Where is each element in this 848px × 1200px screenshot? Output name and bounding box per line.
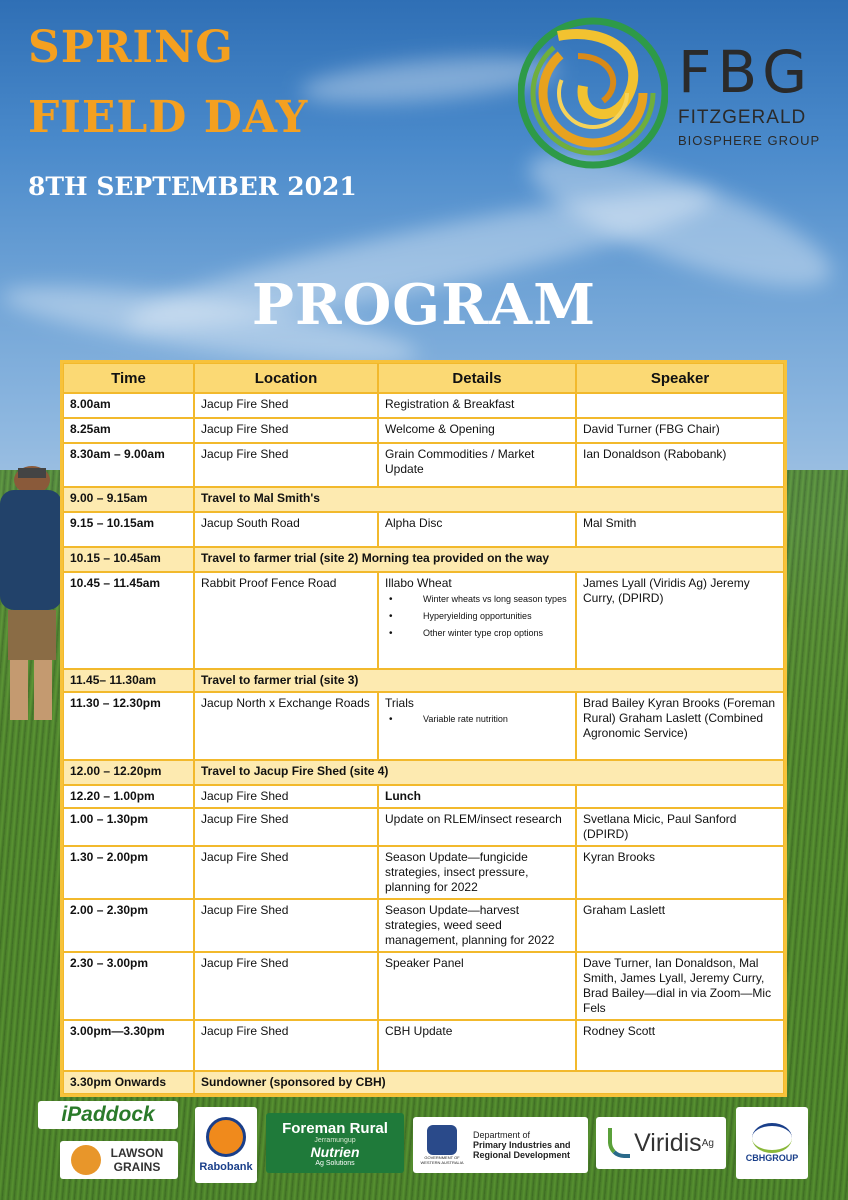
viridis-logo bbox=[596, 1117, 726, 1169]
row-location: Jacup Fire Shed bbox=[194, 952, 378, 1020]
cbh-text: CBHGROUP bbox=[745, 1153, 799, 1163]
table-row bbox=[63, 899, 784, 952]
sponsor-logos bbox=[0, 1095, 848, 1200]
row-time: 2.30 – 3.00pm bbox=[63, 952, 194, 1020]
row-speaker: Ian Donaldson (Rabobank) bbox=[576, 443, 784, 487]
rabobank-emblem-icon bbox=[206, 1117, 246, 1157]
row-location: Jacup Fire Shed bbox=[194, 1020, 378, 1071]
row-time: 10.45 – 11.45am bbox=[63, 572, 194, 669]
row-travel: Travel to farmer trial (site 2) Morning tea provided on the way bbox=[194, 547, 784, 572]
fbg-swirl-icon bbox=[518, 16, 668, 171]
row-location: Jacup North x Exchange Roads bbox=[194, 692, 378, 760]
row-details: CBH Update bbox=[378, 1020, 576, 1071]
row-time: 1.30 – 2.00pm bbox=[63, 846, 194, 899]
table-row-travel bbox=[63, 669, 784, 692]
ipaddock-text: iPaddock bbox=[61, 1103, 155, 1126]
row-speaker bbox=[576, 785, 784, 808]
table-row bbox=[63, 572, 784, 669]
row-time: 12.00 – 12.20pm bbox=[63, 760, 194, 785]
row-speaker: David Turner (FBG Chair) bbox=[576, 418, 784, 443]
row-time: 8.00am bbox=[63, 393, 194, 418]
row-location: Jacup Fire Shed bbox=[194, 393, 378, 418]
rabobank-logo bbox=[195, 1107, 257, 1183]
dpird-line3: Regional Development bbox=[473, 1150, 571, 1160]
table-row bbox=[63, 808, 784, 846]
row-location: Jacup Fire Shed bbox=[194, 846, 378, 899]
row-time: 3.00pm—3.30pm bbox=[63, 1020, 194, 1071]
row-travel: Sundowner (sponsored by CBH) bbox=[194, 1071, 784, 1094]
lawson-text: LAWSON GRAINS bbox=[110, 1146, 164, 1174]
bullet-item: • Variable rate nutrition bbox=[385, 713, 569, 726]
bullet-item: • Winter wheats vs long season types bbox=[385, 593, 569, 606]
foreman-sub-text: Jerramungup bbox=[314, 1136, 356, 1144]
column-header-location: Location bbox=[194, 363, 378, 393]
row-details: Illabo Wheat bbox=[385, 576, 452, 590]
row-location: Jacup Fire Shed bbox=[194, 443, 378, 487]
row-details: Grain Commodities / Market Update bbox=[378, 443, 576, 487]
program-table bbox=[60, 360, 787, 1097]
fbg-logo-line2: BIOSPHERE GROUP bbox=[678, 133, 821, 148]
row-travel: Travel to Mal Smith's bbox=[194, 487, 784, 512]
row-details: Alpha Disc bbox=[378, 512, 576, 547]
table-row bbox=[63, 785, 784, 808]
table-row bbox=[63, 846, 784, 899]
row-speaker: Rodney Scott bbox=[576, 1020, 784, 1071]
dpird-line2: Primary Industries and bbox=[473, 1140, 571, 1150]
wa-crest-logo bbox=[417, 1125, 467, 1165]
row-location: Jacup South Road bbox=[194, 512, 378, 547]
row-travel: Travel to Jacup Fire Shed (site 4) bbox=[194, 760, 784, 785]
nutrien-text: Nutrien bbox=[310, 1143, 360, 1160]
viridis-sup: Ag bbox=[701, 1137, 714, 1149]
dpird-logo bbox=[413, 1117, 588, 1173]
row-details: Trials bbox=[385, 696, 414, 710]
row-time: 11.30 – 12.30pm bbox=[63, 692, 194, 760]
row-details: Registration & Breakfast bbox=[378, 393, 576, 418]
row-time: 3.30pm Onwards bbox=[63, 1071, 194, 1094]
program-heading: PROGRAM bbox=[251, 272, 597, 338]
event-title-line2: FIELD DAY bbox=[28, 92, 309, 143]
row-location: Jacup Fire Shed bbox=[194, 418, 378, 443]
table-row-travel bbox=[63, 547, 784, 572]
table-row bbox=[63, 393, 784, 418]
row-location: Jacup Fire Shed bbox=[194, 808, 378, 846]
wa-crest-icon bbox=[427, 1125, 457, 1155]
fbg-logo-text: FBG bbox=[678, 38, 814, 106]
lawson-wheat-icon bbox=[71, 1145, 101, 1175]
fbg-logo-line1: FITZGERALD bbox=[678, 107, 807, 128]
row-speaker: Svetlana Micic, Paul Sanford (DPIRD) bbox=[576, 808, 784, 846]
cbh-emblem-icon bbox=[752, 1123, 792, 1153]
ipaddock-logo bbox=[38, 1101, 178, 1129]
farmer-photo bbox=[0, 460, 62, 730]
event-title-line1: SPRING bbox=[28, 22, 234, 73]
row-time: 12.20 – 1.00pm bbox=[63, 785, 194, 808]
table-row bbox=[63, 692, 784, 760]
table-row-travel bbox=[63, 1071, 784, 1094]
viridis-leaf-icon bbox=[608, 1128, 630, 1158]
bullet-item: • Other winter type crop options bbox=[385, 627, 569, 640]
viridis-text: Viridis bbox=[634, 1128, 702, 1157]
row-location: Jacup Fire Shed bbox=[194, 899, 378, 952]
row-location: Jacup Fire Shed bbox=[194, 785, 378, 808]
row-location: Rabbit Proof Fence Road bbox=[194, 572, 378, 669]
bullet-item: • Hyperyielding opportunities bbox=[385, 610, 569, 623]
row-details: Welcome & Opening bbox=[378, 418, 576, 443]
table-row bbox=[63, 952, 784, 1020]
row-speaker: Dave Turner, Ian Donaldson, Mal Smith, James Lyall, Jeremy Curry, Brad Bailey—dial in via Zoom—Mic Fels bbox=[576, 952, 784, 1020]
column-header-details: Details bbox=[378, 363, 576, 393]
row-speaker: Kyran Brooks bbox=[576, 846, 784, 899]
table-row-travel bbox=[63, 487, 784, 512]
row-time: 8.30am – 9.00am bbox=[63, 443, 194, 487]
details-bullets bbox=[385, 713, 569, 726]
column-header-time: Time bbox=[63, 363, 194, 393]
fbg-logo bbox=[518, 16, 828, 171]
row-time: 11.45– 11.30am bbox=[63, 669, 194, 692]
row-speaker: James Lyall (Viridis Ag) Jeremy Curry, (DPIRD) bbox=[576, 572, 784, 669]
row-time: 9.15 – 10.15am bbox=[63, 512, 194, 547]
row-time: 10.15 – 10.45am bbox=[63, 547, 194, 572]
cbh-logo bbox=[736, 1107, 808, 1179]
table-row bbox=[63, 1020, 784, 1071]
lawson-grains-logo bbox=[60, 1141, 178, 1179]
row-details-cell bbox=[378, 572, 576, 669]
row-speaker: Mal Smith bbox=[576, 512, 784, 547]
details-bullets bbox=[385, 593, 569, 640]
table-row-travel bbox=[63, 760, 784, 785]
table-row bbox=[63, 418, 784, 443]
row-details: Season Update—harvest strategies, weed seed management, planning for 2022 bbox=[378, 899, 576, 952]
table-header-row bbox=[63, 363, 784, 393]
row-speaker: Brad Bailey Kyran Brooks (Foreman Rural) Graham Laslett (Combined Agronomic Service) bbox=[576, 692, 784, 760]
row-speaker bbox=[576, 393, 784, 418]
row-time: 9.00 – 9.15am bbox=[63, 487, 194, 512]
table-row bbox=[63, 512, 784, 547]
row-travel: Travel to farmer trial (site 3) bbox=[194, 669, 784, 692]
row-speaker: Graham Laslett bbox=[576, 899, 784, 952]
rabobank-text: Rabobank bbox=[199, 1161, 253, 1173]
row-time: 2.00 – 2.30pm bbox=[63, 899, 194, 952]
row-details: Season Update—fungicide strategies, insect pressure, planning for 2022 bbox=[378, 846, 576, 899]
dpird-line1: Department of bbox=[473, 1130, 531, 1140]
row-time: 1.00 – 1.30pm bbox=[63, 808, 194, 846]
gov-text: GOVERNMENT OF WESTERN AUSTRALIA bbox=[420, 1155, 464, 1165]
row-details: Update on RLEM/insect research bbox=[378, 808, 576, 846]
row-details-cell bbox=[378, 692, 576, 760]
event-date: 8TH SEPTEMBER 2021 bbox=[28, 172, 357, 201]
row-details: Speaker Panel bbox=[378, 952, 576, 1020]
foreman-nutrien-logo bbox=[266, 1113, 404, 1173]
foreman-text: Foreman Rural bbox=[282, 1119, 388, 1137]
column-header-speaker: Speaker bbox=[576, 363, 784, 393]
row-details: Lunch bbox=[378, 785, 576, 808]
nutrien-sub-text: Ag Solutions bbox=[315, 1159, 355, 1167]
table-row bbox=[63, 443, 784, 487]
row-time: 8.25am bbox=[63, 418, 194, 443]
